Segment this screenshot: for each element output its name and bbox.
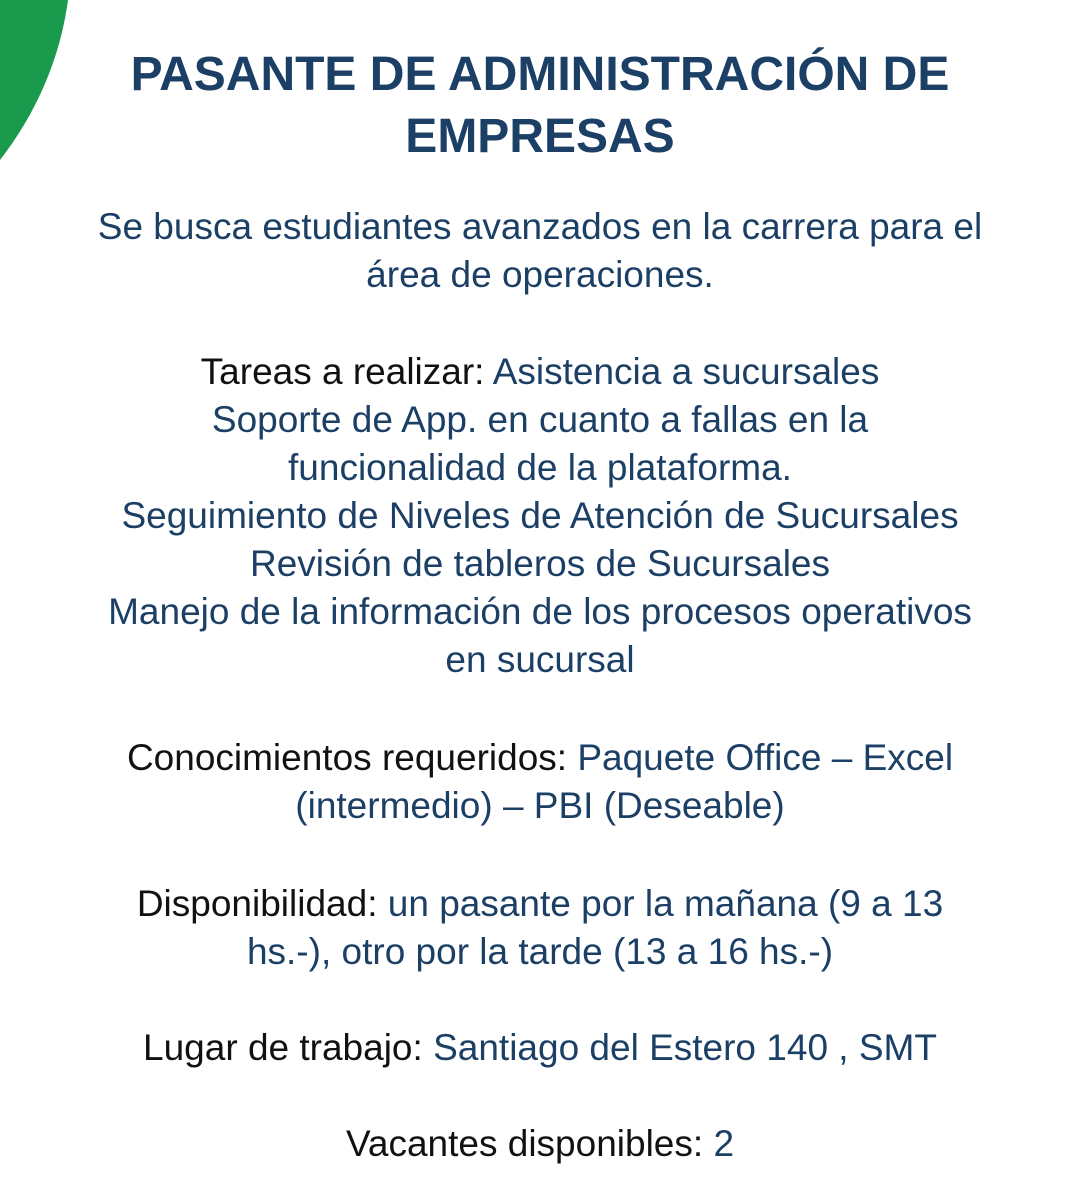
vacancies-value: 2: [703, 1123, 735, 1164]
tasks-item: Soporte de App. en cuanto a fallas en la: [211, 399, 869, 440]
tasks-item: Manejo de la información de los procesos operativos: [108, 591, 972, 632]
knowledge-label: Conocimientos requeridos:: [126, 737, 568, 778]
tasks-section: [40, 348, 1040, 684]
knowledge-line-1: [40, 734, 1040, 782]
knowledge-value-1: Paquete Office – Excel: [567, 737, 954, 778]
workplace-label: Lugar de trabajo:: [143, 1027, 423, 1068]
tasks-item: en sucursal: [445, 639, 635, 680]
knowledge-line-2: (intermedio) – PBI (Deseable): [295, 785, 785, 826]
vacancies-line: [40, 1120, 1040, 1168]
availability-label: Disponibilidad:: [136, 883, 378, 924]
vacancies-section: [40, 1120, 1040, 1168]
page-title-line-1: PASANTE DE ADMINISTRACIÓN DE: [130, 48, 950, 101]
vacancies-label: Vacantes disponibles:: [345, 1123, 704, 1164]
tasks-item: funcionalidad de la plataforma.: [288, 447, 792, 488]
availability-value-1: un pasante por la mañana (9 a 13: [377, 883, 944, 924]
page-title-line-2: EMPRESAS: [405, 110, 675, 163]
intro-paragraph: [40, 203, 1040, 299]
intro-line-1: Se busca estudiantes avanzados en la carrera para el: [97, 206, 983, 247]
workplace-line: [40, 1024, 1040, 1072]
intro-line-2: área de operaciones.: [366, 254, 714, 295]
availability-line-2: hs.-), otro por la tarde (13 a 16 hs.-): [246, 931, 834, 972]
tasks-item: Revisión de tableros de Sucursales: [250, 543, 830, 584]
tasks-first-item: Asistencia a sucursales: [484, 351, 880, 392]
availability-line-1: [40, 880, 1040, 928]
tasks-label: Tareas a realizar:: [200, 351, 485, 392]
tasks-item: Seguimiento de Niveles de Atención de Sucursales: [121, 495, 959, 536]
workplace-section: [40, 1024, 1040, 1072]
knowledge-section: [40, 734, 1040, 830]
workplace-value: Santiago del Estero 140 , SMT: [422, 1027, 937, 1068]
availability-section: [40, 880, 1040, 976]
tasks-first-line: [40, 348, 1040, 396]
